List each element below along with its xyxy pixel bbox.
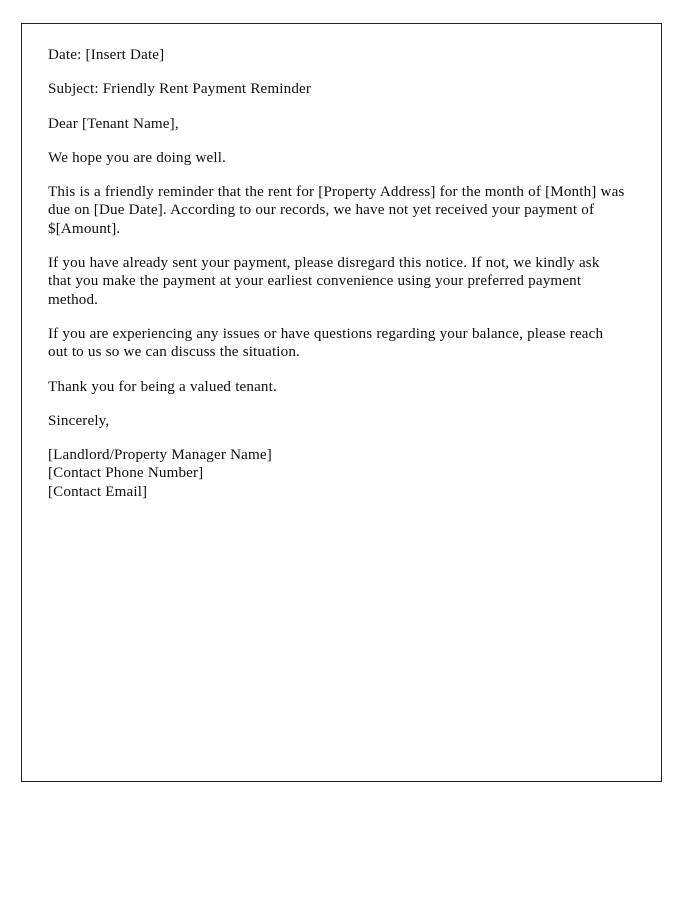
body-paragraph-2: If you have already sent your payment, please disregard this notice. If not, we kindly ask that you make the payment at your earliest convenience using your preferred payment method. <box>48 255 600 308</box>
body-paragraph-1: This is a friendly reminder that the rent for [Property Address] for the month of [Month] was due on [Due Date]. According to our records, we have not yet received your payment of $[Amount]. <box>48 184 625 237</box>
signature-block <box>48 446 626 501</box>
opening-paragraph: We hope you are doing well. <box>48 149 226 166</box>
signature-name-line: [Landlord/Property Manager Name] <box>48 447 272 464</box>
letter-body <box>48 46 626 501</box>
subject-line: Subject: Friendly Rent Payment Reminder <box>48 81 312 98</box>
body-paragraph-3: If you are experiencing any issues or have questions regarding your balance, please reach out to us so we can discuss the situation. <box>48 325 604 361</box>
closing-thanks: Thank you for being a valued tenant. <box>48 378 277 395</box>
valediction: Sincerely, <box>48 412 110 429</box>
document-page <box>21 23 662 782</box>
date-line: Date: [Insert Date] <box>48 47 165 63</box>
salutation: Dear [Tenant Name], <box>48 115 179 132</box>
signature-email-line: [Contact Email] <box>48 483 148 500</box>
signature-phone-line: [Contact Phone Number] <box>48 465 204 482</box>
